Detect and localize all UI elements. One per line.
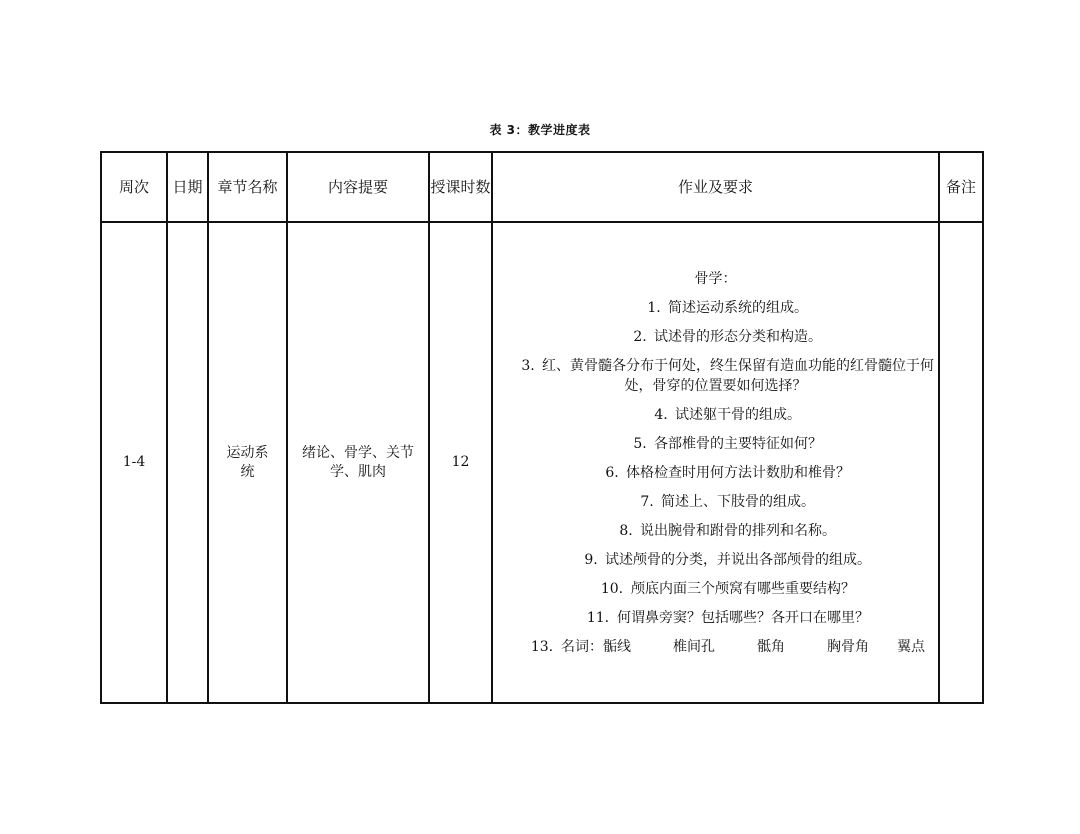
- homework-item: [493, 521, 938, 541]
- table-caption: 表 3：教学进度表: [489, 123, 591, 137]
- header-content: 内容提要: [287, 152, 429, 222]
- table-row: [101, 222, 983, 703]
- homework-item: [493, 405, 938, 425]
- homework-item: [493, 356, 938, 396]
- homework-item-number: 4.: [654, 406, 668, 423]
- homework-item-number: 5.: [633, 435, 647, 452]
- homework-item-number: 1.: [647, 299, 661, 316]
- homework-item: [493, 463, 938, 483]
- homework-item-text: 简述上、下肢骨的组成。: [661, 493, 815, 510]
- homework-item-number: 3.: [521, 357, 535, 374]
- cell-week: 1-4: [101, 222, 167, 703]
- header-chapter: 章节名称: [208, 152, 287, 222]
- header-remarks: 备注: [939, 152, 983, 222]
- homework-item-text: 说出腕骨和跗骨的排列和名称。: [640, 522, 836, 539]
- header-homework: 作业及要求: [492, 152, 939, 222]
- homework-item-number: 10.: [600, 580, 624, 597]
- header-date: 日期: [167, 152, 208, 222]
- homework-item-number: 9.: [584, 551, 598, 568]
- homework-item-text: 试述骨的形态分类和构造。: [654, 328, 822, 345]
- homework-item-text: 各部椎骨的主要特征如何？: [654, 435, 822, 452]
- homework-item: [493, 608, 938, 628]
- homework-item: [493, 550, 938, 570]
- homework-item: [493, 298, 938, 318]
- cell-hours: 12: [429, 222, 492, 703]
- homework-list: [493, 298, 938, 657]
- homework-item-number: 6.: [605, 464, 619, 481]
- homework-item-text: 何谓鼻旁窦？包括哪些？各开口在哪里？: [617, 609, 869, 626]
- homework-item: [493, 327, 938, 347]
- homework-item: [493, 492, 938, 512]
- homework-item-number: 2.: [633, 328, 647, 345]
- homework-item-number: 11.: [586, 609, 610, 626]
- homework-item-text: 简述运动系统的组成。: [668, 299, 808, 316]
- homework-item-text: 试述颅骨的分类，并说出各部颅骨的组成。: [605, 551, 871, 568]
- homework-item-number: 7.: [640, 493, 654, 510]
- teaching-schedule-table: [100, 151, 984, 704]
- homework-item: [493, 434, 938, 454]
- header-week: 周次: [101, 152, 167, 222]
- cell-remarks: [939, 222, 983, 703]
- homework-item: [493, 637, 938, 657]
- cell-content: 绪论、骨学、关节学、肌肉: [287, 222, 429, 703]
- cell-date: [167, 222, 208, 703]
- header-hours: 授课时数: [429, 152, 492, 222]
- homework-item-text: 颅底内面三个颅窝有哪些重要结构？: [631, 580, 855, 597]
- cell-chapter: 运动系统: [208, 222, 287, 703]
- homework-item-number: 8.: [619, 522, 633, 539]
- homework-item-text: 体格检查时用何方法计数肋和椎骨？: [626, 464, 850, 481]
- homework-item-text: 试述躯干骨的组成。: [675, 406, 801, 423]
- homework-item-text: 名词：骺线 椎间孔 骶角 胸骨角 翼点: [561, 638, 925, 655]
- homework-item: [493, 579, 938, 599]
- header-row: [101, 152, 983, 222]
- cell-homework: [492, 222, 939, 703]
- homework-item-text: 红、黄骨髓各分布于何处，终生保留有造血功能的红骨髓位于何处，骨穿的位置要如何选择？: [542, 357, 934, 394]
- homework-title: 骨学：: [694, 270, 737, 287]
- homework-item-number: 13.: [530, 638, 554, 655]
